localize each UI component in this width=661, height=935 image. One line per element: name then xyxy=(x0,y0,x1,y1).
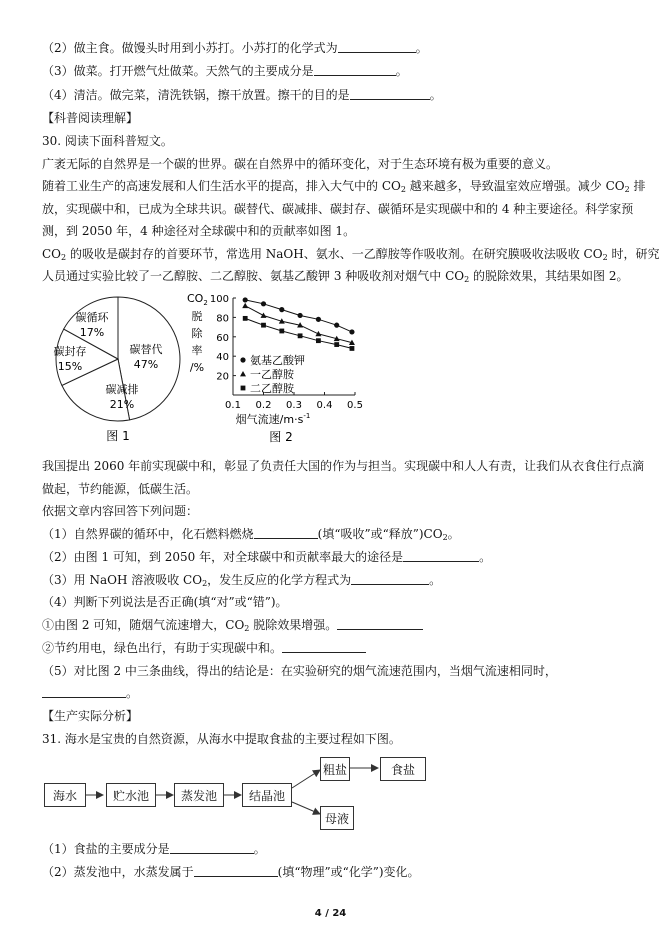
legend-marker xyxy=(240,371,246,376)
y-tick-label: 100 xyxy=(209,294,229,305)
flow-arrow xyxy=(292,802,320,814)
q30-question-4-1: ①由图 2 可知，随烟气流速增大，$CO_2$ 脱除效果增强。 xyxy=(42,617,631,637)
pie-slice-value: 17% xyxy=(79,326,105,339)
answer-blank[interactable] xyxy=(351,572,429,585)
y-axis-label-char: /% xyxy=(189,361,205,374)
flow-arrow xyxy=(292,770,320,788)
y-axis-label-char: 率 xyxy=(191,344,203,357)
legend-marker xyxy=(240,357,245,362)
data-point xyxy=(261,312,267,317)
x-tick-label: 0.5 xyxy=(347,400,363,411)
data-point xyxy=(350,346,355,351)
answer-blank[interactable] xyxy=(254,526,318,539)
legend-label: 氨基乙酸钾 xyxy=(250,354,305,367)
legend-label: 一乙醇胺 xyxy=(250,368,294,381)
x-tick-label: 0.1 xyxy=(225,400,241,411)
q30-paragraph-4: 我国提出 2060 年前实现碳中和，彰显了负责任大国的作为与担当。实现碳中和人人有责，让我们从衣食住行点滴 xyxy=(42,459,645,473)
answer-blank[interactable] xyxy=(194,864,278,877)
pie-slice-label: 碳减排 xyxy=(105,383,139,396)
q30-paragraph-3-cont: 人员通过实验比较了一乙醇胺、二乙醇胺、氨基乙酸钾 3 种吸收剂对烟气中 $CO_2$ 的脱除效果，其结果如图 2。 xyxy=(42,269,629,284)
x-tick-label: 0.2 xyxy=(255,400,272,411)
y-axis-label-char: 脱 xyxy=(191,310,203,323)
x-tick-label: 0.4 xyxy=(316,400,333,411)
data-point xyxy=(261,301,266,306)
answer-blank[interactable] xyxy=(338,40,416,53)
data-point xyxy=(279,307,284,312)
q30-paragraph-3: $CO_2$ 的吸收是碳封存的首要环节，常选用 NaOH、氨水、一乙醇胺等作吸收剂。在研究膜吸收法吸收 $CO_2$ 时，研究 xyxy=(42,247,660,262)
data-point xyxy=(243,316,248,321)
q30-paragraph-4-cont: 做起，节约能源，低碳生活。 xyxy=(42,482,199,496)
data-point xyxy=(298,333,303,338)
data-point xyxy=(261,323,266,328)
y-axis-label: $CO_2$ xyxy=(187,292,208,307)
section-heading-reading: 【科普阅读理解】 xyxy=(42,111,139,125)
data-point xyxy=(316,317,321,322)
data-point xyxy=(243,297,248,302)
q30-question-1: （1）自然界碳的循环中，化石燃料燃烧 (填“吸收”或“释放$”)CO_2$。 xyxy=(42,527,460,542)
chart-caption: 图 2 xyxy=(269,430,293,444)
q30-question-5-answer: 。 xyxy=(42,685,631,701)
q30-title: 30. 阅读下面科普短文。 xyxy=(42,134,173,148)
flow-box-table-salt: 食盐 xyxy=(380,757,426,781)
y-axis-label-char: 除 xyxy=(191,327,203,340)
x-tick-label: 0.3 xyxy=(286,400,302,411)
answer-blank[interactable] xyxy=(350,87,430,100)
flow-box-reservoir: 贮水池 xyxy=(106,783,156,807)
q29-line4: （4）清洁。做完菜，清洗铁锅，擦干放置。擦干的目的是 。 xyxy=(42,88,442,102)
answer-blank[interactable] xyxy=(314,63,396,76)
x-axis-label: 烟气流速$/m\cdot s^{-1}$ xyxy=(235,412,311,426)
line-chart-figure-2 xyxy=(185,290,365,450)
answer-blank[interactable] xyxy=(170,841,254,854)
data-point xyxy=(334,323,339,328)
pie-chart-figure-1 xyxy=(40,292,190,452)
data-point xyxy=(316,338,321,343)
flow-box-crude-salt: 粗盐 xyxy=(320,757,350,781)
q30-ask: 依据文章内容回答下列问题： xyxy=(42,504,199,518)
data-point xyxy=(279,329,284,334)
pie-caption: 图 1 xyxy=(106,429,130,443)
data-point xyxy=(242,303,248,308)
data-point xyxy=(349,329,354,334)
q30-question-4: （4）判断下列说法是否正确(填“对”或“错”)。 xyxy=(42,595,288,609)
q30-paragraph-2-end: 测，到 2050 年，4 种途径对全球碳中和的贡献率如图 1。 xyxy=(42,224,356,238)
q31-question-2: （2）蒸发池中，水蒸发属于 (填“物理”或“化学”)变化。 xyxy=(42,865,420,879)
pie-slice-value: 15% xyxy=(57,360,83,373)
answer-blank[interactable] xyxy=(403,549,479,562)
q30-paragraph-2: 随着工业生产的高速发展和人们生活水平的提高，排入大气中的 $CO_2$ 越来越多，导致温室效应增强。减少 $CO_2$ 排 xyxy=(42,179,646,194)
flow-box-crystallization-pond: 结晶池 xyxy=(242,783,292,807)
q29-line3: （3）做菜。打开燃气灶做菜。天然气的主要成分是 。 xyxy=(42,64,408,78)
flow-box-evaporation-pond: 蒸发池 xyxy=(174,783,224,807)
q30-question-4-2: ②节约用电，绿色出行，有助于实现碳中和。 xyxy=(42,640,631,656)
page-number: 4 / 24 xyxy=(314,908,347,919)
pie-slice-value: 21% xyxy=(109,398,135,411)
q30-paragraph-2-cont: 放，实现碳中和，已成为全球共识。碳替代、碳减排、碳封存、碳循环是实现碳中和的 4 种主要途径。科学家预 xyxy=(42,202,634,216)
q30-question-3: （3）用 NaOH 溶液吸收 $CO_2$，发生反应的化学方程式为 。 xyxy=(42,573,442,588)
q30-question-5: （5）对比图 2 中三条曲线，得出的结论是：在实验研究的烟气流速范围内，当烟气流速相同时， xyxy=(42,664,557,678)
y-tick-label: 80 xyxy=(216,313,229,325)
pie-slice-label: 碳封存 xyxy=(53,345,87,358)
y-tick-label: 20 xyxy=(216,371,229,383)
pie-slice-value: 47% xyxy=(133,358,159,371)
y-tick-label: 60 xyxy=(216,332,229,344)
q31-title: 31. 海水是宝贵的自然资源，从海水中提取食盐的主要过程如下图。 xyxy=(42,732,401,746)
q30-question-2: （2）由图 1 可知，到 2050 年，对全球碳中和贡献率最大的途径是 。 xyxy=(42,550,492,564)
data-point xyxy=(298,313,303,318)
section-heading-practice: 【生产实际分析】 xyxy=(42,709,139,723)
answer-blank[interactable] xyxy=(337,617,423,630)
q30-paragraph-1: 广袤无际的自然界是一个碳的世界。碳在自然界中的循环变化，对于生态环境有极为重要的意义。 xyxy=(42,157,559,171)
legend-marker xyxy=(241,386,246,391)
q29-line2: （2）做主食。做馒头时用到小苏打。小苏打的化学式为 。 xyxy=(42,41,428,55)
answer-blank[interactable] xyxy=(42,685,126,698)
pie-slice-label: 碳循环 xyxy=(75,311,109,324)
y-tick-label: 40 xyxy=(216,352,229,364)
data-point xyxy=(315,331,321,336)
legend-label: 二乙醇胺 xyxy=(250,382,294,395)
pie-slice-label: 碳替代 xyxy=(129,343,163,356)
flow-box-mother-liquor: 母液 xyxy=(320,806,354,830)
data-point xyxy=(334,342,339,347)
answer-blank[interactable] xyxy=(282,640,366,653)
flow-box-seawater: 海水 xyxy=(44,783,86,807)
q31-question-1: （1）食盐的主要成分是 。 xyxy=(42,842,266,856)
